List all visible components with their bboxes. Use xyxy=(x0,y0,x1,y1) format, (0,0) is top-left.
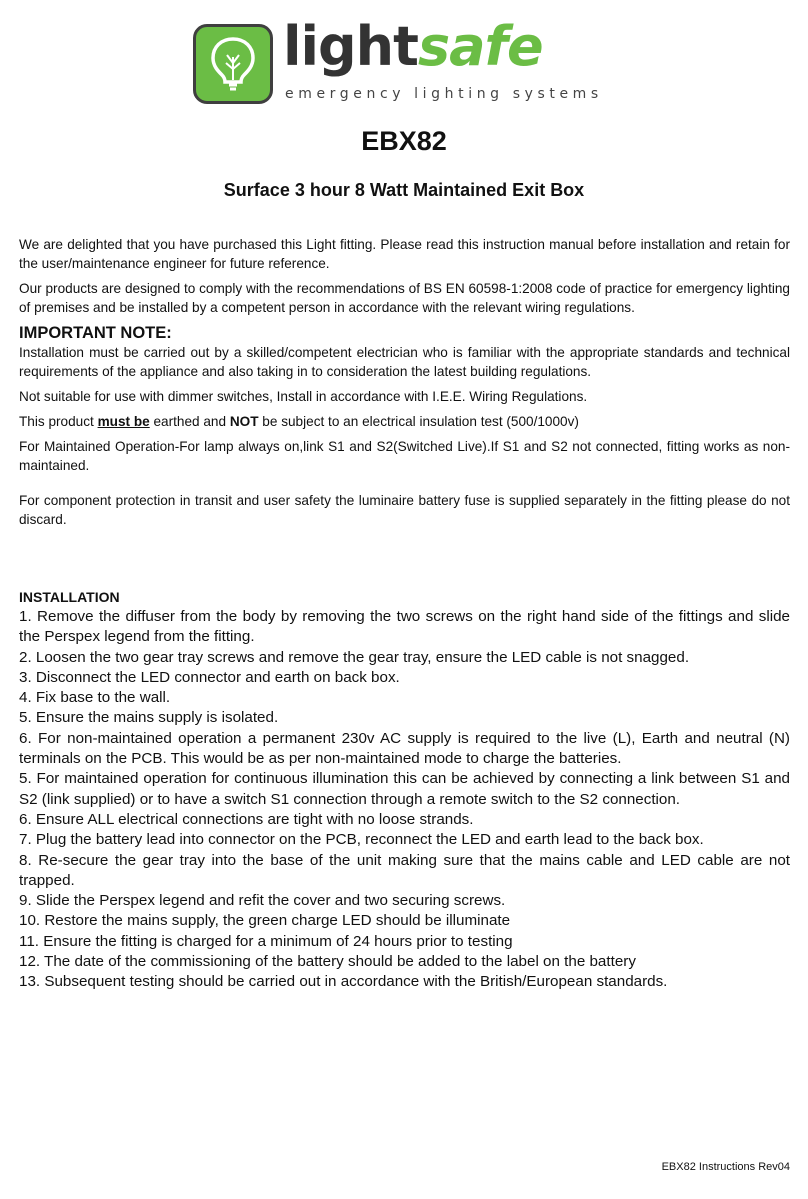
important-paragraph-4: For Maintained Operation-For lamp always on,link S1 and S2(Switched Live).If S1 and S2 not connected, fitting works as non-maintained. xyxy=(19,439,790,473)
list-item: 7. Plug the battery lead into connector on the PCB, reconnect the LED and earth lead to the back box. xyxy=(19,831,704,849)
logo-tagline: emergency lighting systems xyxy=(285,86,603,102)
list-item: 11. Ensure the fitting is charged for a minimum of 24 hours prior to testing xyxy=(19,932,513,950)
list-item: 5. Ensure the mains supply is isolated. xyxy=(19,709,279,727)
important-paragraph-3: This product must be earthed and NOT be subject to an electrical insulation test (500/1000v) xyxy=(19,414,579,429)
must-be-emphasis: must be xyxy=(97,414,150,429)
list-item: 5. For maintained operation for continuous illumination this can be achieved by connecting a link between S1 and S2 (link supplied) or to have a switch S1 connection through a remote switch to the S2 connection. xyxy=(19,770,790,808)
logo-wordmark: lightsafe xyxy=(283,15,543,78)
important-note-heading: IMPORTANT NOTE: xyxy=(19,324,172,342)
list-item: 6. Ensure ALL electrical connections are tight with no loose strands. xyxy=(19,810,474,828)
important-paragraph-5: For component protection in transit and user safety the luminaire battery fuse is supplied separately in the fitting please do not discard. xyxy=(19,493,790,527)
intro-paragraph-1: We are delighted that you have purchased this Light fitting. Please read this instruction manual before installation and retain for the user/maintenance engineer for future reference. xyxy=(19,237,790,271)
not-emphasis: NOT xyxy=(229,414,259,429)
page-title: EBX82 xyxy=(361,126,447,156)
list-item: 6. For non-maintained operation a permanent 230v AC supply is required to the live (L), Earth and neutral (N) terminals on the PCB. This would be as per non-maintained mode to charge the batteries. xyxy=(19,729,790,768)
main-content xyxy=(19,235,790,993)
list-item: 2. Loosen the two gear tray screws and remove the gear tray, ensure the LED cable is not snagged. xyxy=(19,648,690,666)
page-footer: EBX82 Instructions Rev04 xyxy=(661,1161,790,1173)
installation-steps xyxy=(19,607,790,993)
bulb-icon xyxy=(193,24,273,104)
list-item: 12. The date of the commissioning of the battery should be added to the label on the battery xyxy=(19,953,636,971)
list-item: 1. Remove the diffuser from the body by removing the two screws on the right hand side of the fittings and slide the Perspex legend from the fitting. xyxy=(19,608,790,646)
list-item: 13. Subsequent testing should be carried out in accordance with the British/European standards. xyxy=(19,973,668,991)
lightsafe-logo xyxy=(193,15,613,108)
intro-paragraph-2: Our products are designed to comply with the recommendations of BS EN 60598-1:2008 code of practice for emergency lighting of premises and be installed by a competent person in accordance with the relevant wiring regulations. xyxy=(19,281,790,315)
page-subtitle: Surface 3 hour 8 Watt Maintained Exit Box xyxy=(223,180,585,200)
list-item: 4. Fix base to the wall. xyxy=(19,689,171,707)
list-item: 3. Disconnect the LED connector and earth on back box. xyxy=(19,668,400,686)
list-item: 9. Slide the Perspex legend and refit the cover and two securing screws. xyxy=(19,892,506,910)
installation-heading: INSTALLATION xyxy=(19,589,120,605)
important-paragraph-1: Installation must be carried out by a skilled/competent electrician who is familiar with the appropriate standards and technical requirements of the appliance and also taking in to consideration the latest building regulations. xyxy=(19,345,790,379)
important-paragraph-2: Not suitable for use with dimmer switches, Install in accordance with I.E.E. Wiring Regulations. xyxy=(19,389,588,404)
list-item: 10. Restore the mains supply, the green charge LED should be illuminate xyxy=(19,912,511,930)
list-item: 8. Re-secure the gear tray into the base of the unit making sure that the mains cable and LED cable are not trapped. xyxy=(19,851,790,889)
